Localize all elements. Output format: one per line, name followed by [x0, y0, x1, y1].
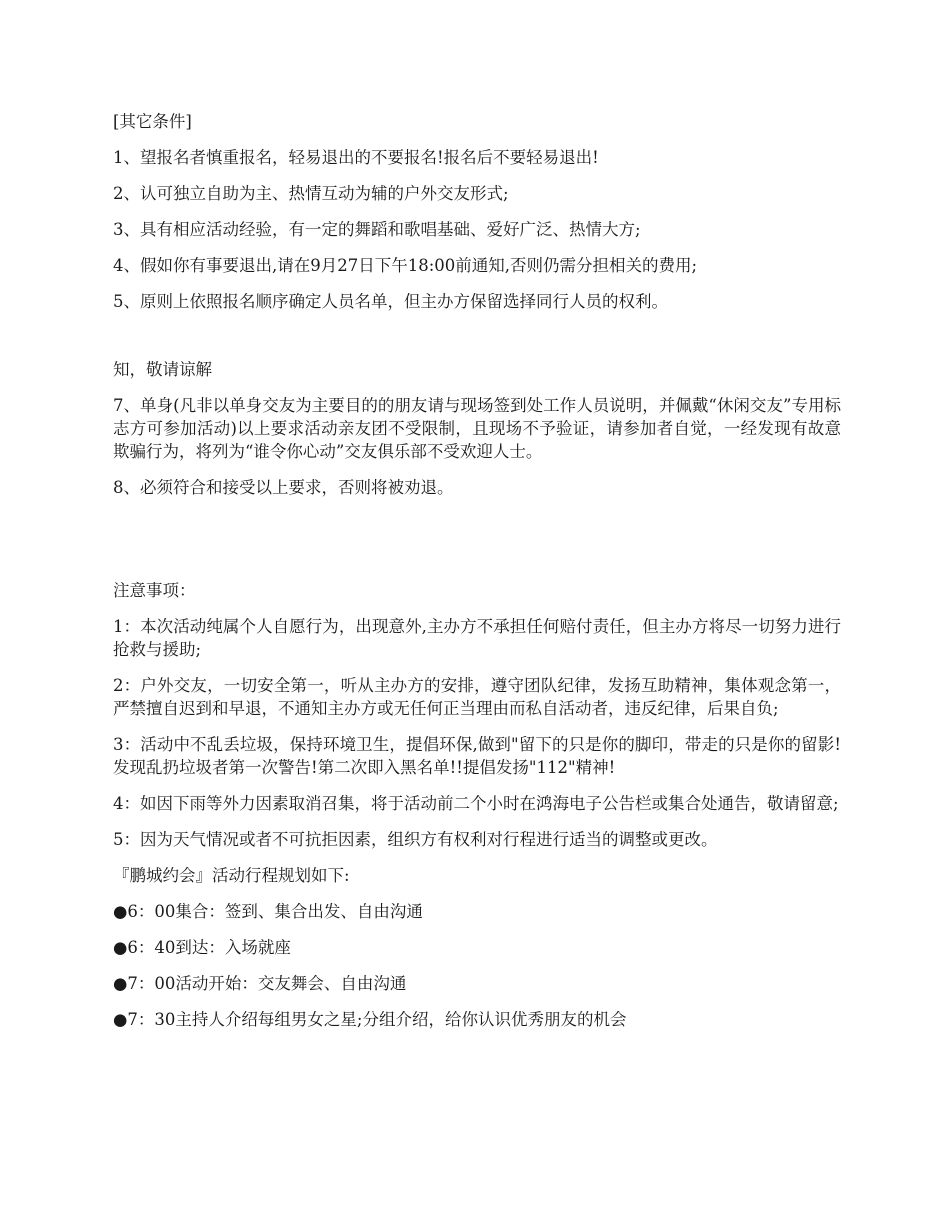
condition-item-3: 3、具有相应活动经验，有一定的舞蹈和歌唱基础、爱好广泛、热情大方;	[113, 220, 641, 239]
conditions-heading: [其它条件]	[113, 112, 192, 131]
condition-item-7: 7、单身(凡非以单身交友为主要目的的朋友请与现场签到处工作人员说明，并佩戴“休闲交友”专用标志方可参加活动)以上要求活动亲友团不受限制，且现场不予验证，请参加者自觉，一经发现有故意欺骗行为，将列为“谁令你心动”交友俱乐部不受欢迎人士。	[113, 396, 841, 461]
schedule-item-3: ●7：00活动开始：交友舞会、自由沟通	[113, 974, 407, 993]
spacer	[113, 326, 841, 358]
schedule-item-2: ●6：40到达：入场就座	[113, 938, 291, 957]
schedule-heading: 『鹏城约会』活动行程规划如下:	[113, 866, 350, 885]
condition-item-5: 5、原则上依照报名顺序确定人员名单，但主办方保留选择同行人员的权利。	[113, 292, 668, 311]
note-item-2: 2：户外交友，一切安全第一，听从主办方的安排，遵守团队纪律，发扬互助精神，集体观念第一，严禁擅自迟到和早退，不通知主办方或无任何正当理由而私自活动者，违反纪律，后果自负;	[113, 676, 841, 718]
note-item-5: 5：因为天气情况或者不可抗拒因素，组织方有权利对行程进行适当的调整或更改。	[113, 830, 718, 849]
condition-item-4: 4、假如你有事要退出,请在9月27日下午18:00前通知,否则仍需分担相关的费用;	[113, 256, 698, 275]
condition-item-1: 1、望报名者慎重报名，轻易退出的不要报名!报名后不要轻易退出!	[113, 148, 599, 167]
schedule-item-4: ●7：30主持人介绍每组男女之星;分组介绍，给你认识优秀朋友的机会	[113, 1010, 627, 1029]
document-page	[113, 110, 841, 1044]
schedule-item-1: ●6：00集合：签到、集合出发、自由沟通	[113, 902, 423, 921]
note-item-4: 4：如因下雨等外力因素取消召集，将于活动前二个小时在鸿海电子公告栏或集合处通告，敬请留意;	[113, 794, 839, 813]
note-item-1: 1：本次活动纯属个人自愿行为，出现意外,主办方不承担任何赔付责任，但主办方将尽一切努力进行抢救与援助;	[113, 617, 841, 659]
condition-item-8: 8、必须符合和接受以上要求，否则将被劝退。	[113, 478, 454, 497]
note-item-3: 3：活动中不乱丢垃圾，保持环境卫生，提倡环保,做到"留下的只是你的脚印，带走的只是你的留影!发现乱扔垃圾者第一次警告!第二次即入黑名单!!提倡发扬"112"精神!	[113, 735, 841, 777]
notes-heading: 注意事项：	[113, 581, 196, 600]
continued-line: 知，敬请谅解	[113, 360, 212, 379]
spacer	[113, 512, 841, 579]
condition-item-2: 2、认可独立自助为主、热情互动为辅的户外交友形式;	[113, 184, 509, 203]
